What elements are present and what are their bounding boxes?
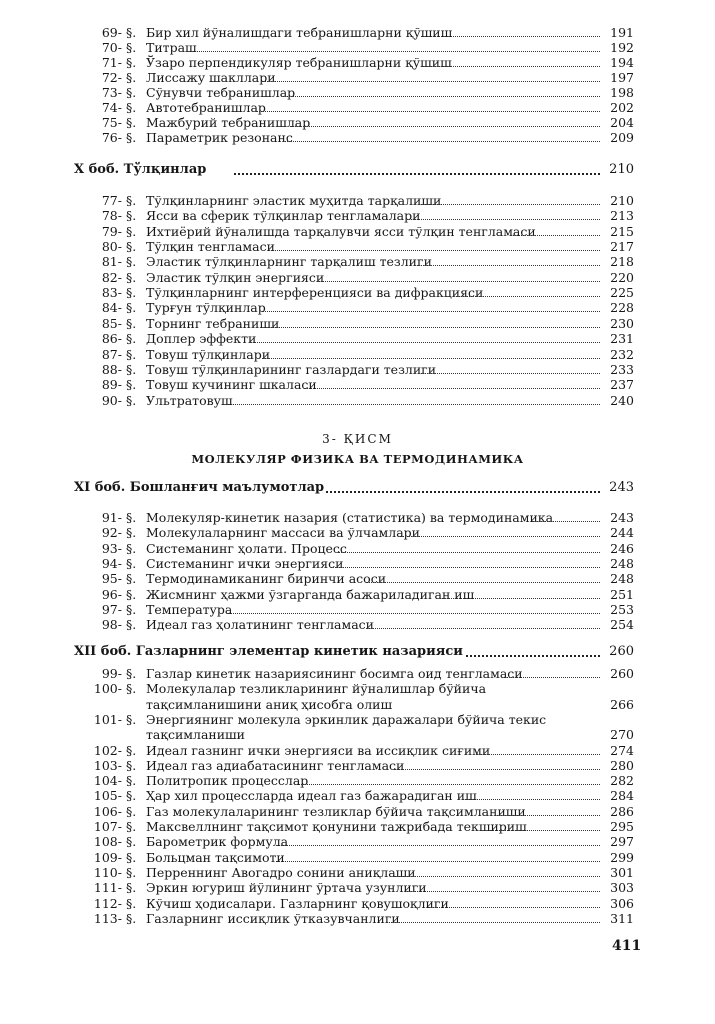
section-sign: §. — [126, 910, 137, 926]
toc-entry — [74, 130, 634, 145]
section-sign: §. — [126, 361, 137, 377]
section-title: Товуш тўлқинларининг газлардаги тезлиги — [146, 361, 437, 377]
toc-entry — [74, 666, 634, 681]
section-page: 306 — [610, 895, 634, 911]
section-page: 233 — [610, 361, 634, 377]
section-sign: §. — [126, 819, 137, 834]
section-number: 112- — [93, 895, 122, 911]
dot-leader — [532, 521, 601, 522]
dot-leader — [476, 754, 600, 755]
section-number: 99- — [101, 666, 122, 681]
toc-entry — [74, 571, 634, 586]
section-sign: §. — [126, 586, 137, 602]
dot-leader — [262, 358, 600, 359]
toc-entry — [74, 510, 634, 525]
section-page: 218 — [610, 254, 634, 270]
section-number: 69- — [101, 25, 122, 40]
section-number: 72- — [101, 70, 122, 85]
section-page: 284 — [610, 788, 634, 804]
section-sign: §. — [126, 757, 137, 773]
section-number: 97- — [101, 601, 122, 617]
toc-entry — [74, 254, 634, 269]
section-number: 81- — [101, 254, 122, 270]
section-title: Сўнувчи тебранишлар — [146, 85, 296, 100]
dot-leader — [283, 141, 600, 142]
section-title: Термодинамиканинг биринчи асоси — [146, 571, 387, 587]
dot-leader — [497, 815, 600, 816]
toc-entry — [74, 300, 634, 315]
section-sign: §. — [126, 803, 137, 819]
section-page: 228 — [610, 300, 634, 316]
section-number: 94- — [101, 555, 122, 571]
toc-entry — [74, 587, 634, 602]
section-page: 191 — [610, 25, 634, 40]
toc-entry — [74, 347, 634, 362]
toc-entry — [74, 804, 634, 819]
section-sign: §. — [126, 742, 137, 758]
section-number: 102- — [93, 742, 122, 758]
section-title: Газларнинг иссиқлик ўтказувчанлиги — [146, 910, 400, 926]
toc-entry — [74, 865, 634, 880]
section-title: Системанинг ички энергияси — [146, 555, 344, 571]
dot-leader — [331, 567, 600, 568]
section-number: 79- — [101, 223, 122, 239]
section-page: 244 — [610, 525, 634, 541]
dot-leader — [276, 861, 600, 862]
section-sign: §. — [126, 285, 137, 301]
section-page: 225 — [610, 285, 634, 301]
dot-leader — [504, 677, 600, 678]
section-number: 110- — [93, 864, 122, 880]
section-number: 101- — [93, 711, 122, 727]
dot-leader — [394, 769, 601, 770]
section-title-continued: тақсимланиши — [146, 727, 246, 743]
section-sign: §. — [126, 571, 137, 587]
section-number: 105- — [93, 788, 122, 804]
dot-leader — [511, 235, 600, 236]
section-page: 192 — [610, 40, 634, 55]
section-number: 108- — [93, 834, 122, 850]
toc-entry — [74, 316, 634, 331]
section-page: 204 — [610, 115, 634, 130]
dot-leader — [193, 51, 600, 52]
section-number: 89- — [101, 377, 122, 393]
section-sign: §. — [126, 711, 137, 727]
section-title: Системанинг ҳолати. Процесс — [146, 540, 347, 556]
section-sign: §. — [126, 254, 137, 270]
toc-entry — [74, 525, 634, 540]
section-sign: §. — [126, 895, 137, 911]
section-sign: §. — [126, 40, 137, 55]
section-number: 96- — [101, 586, 122, 602]
section-number: 70- — [101, 40, 122, 55]
section-title: Бир хил йўналишдаги тебранишларни қўшиш — [146, 25, 453, 40]
toc-entry — [74, 70, 634, 85]
dot-leader — [387, 922, 600, 923]
section-number: 75- — [101, 115, 122, 130]
dot-leader — [466, 655, 600, 657]
dot-leader — [421, 373, 600, 374]
toc-entry — [74, 602, 634, 617]
section-sign: §. — [126, 666, 137, 681]
toc-entry — [74, 896, 634, 911]
section-title: Молекуляр-кинетик назария (статистика) ва термодинамика — [146, 510, 554, 525]
section-page: 254 — [610, 617, 634, 633]
section-sign: §. — [126, 525, 137, 541]
toc-entry — [74, 393, 634, 408]
section-number: 95- — [101, 571, 122, 587]
section-page: 220 — [610, 269, 634, 285]
section-number: 77- — [101, 193, 122, 208]
section-title: Идеал газнинг ички энергияси ва иссиқлик сиғими — [146, 742, 491, 758]
section-page: 280 — [610, 757, 634, 773]
section-title: Молекулалар тезликларининг йўналишлар бўйича — [146, 681, 487, 697]
section-number: 74- — [101, 100, 122, 115]
toc-entry — [74, 193, 634, 208]
section-sign: §. — [126, 208, 137, 224]
dot-leader — [228, 404, 600, 405]
dot-leader — [407, 219, 600, 220]
toc-entry — [74, 224, 634, 239]
dot-leader — [490, 830, 600, 831]
section-page: 295 — [610, 819, 634, 834]
section-page: 248 — [610, 571, 634, 587]
section-sign: §. — [126, 315, 137, 331]
section-sign: §. — [126, 100, 137, 115]
toc-entry — [74, 880, 634, 895]
section-page: 266 — [610, 696, 634, 712]
dot-leader — [269, 327, 600, 328]
section-number: 103- — [93, 757, 122, 773]
chapter-page: 210 — [609, 162, 634, 177]
toc-entry — [74, 758, 634, 773]
section-page: 282 — [610, 773, 634, 789]
section-page: 251 — [610, 586, 634, 602]
section-sign: §. — [126, 849, 137, 865]
dot-leader — [366, 582, 600, 583]
section-number: 85- — [101, 315, 122, 331]
section-title: Ихтиёрий йўналишда тарқалувчи ясси тўлқин тенгламаси — [146, 223, 536, 239]
toc-entry — [74, 850, 634, 865]
section-title: Кўчиш ҳодисалари. Газларнинг қовушоқлиги — [146, 895, 449, 911]
section-title: Автотебранишлар — [146, 100, 266, 115]
section-title: Ўзаро перпендикуляр тебранишларни қўшиш — [146, 55, 452, 70]
section-page: 231 — [610, 331, 634, 347]
section-sign: §. — [126, 300, 137, 316]
toc-entry — [74, 556, 634, 571]
section-page: 299 — [610, 849, 634, 865]
toc-entry — [74, 115, 634, 130]
part-label: 3- ҚИСМ — [322, 432, 393, 446]
section-sign: §. — [126, 25, 137, 40]
section-page: 217 — [610, 239, 634, 255]
section-sign: §. — [126, 880, 137, 896]
toc-entry — [74, 55, 634, 70]
section-number: 76- — [101, 130, 122, 145]
section-sign: §. — [126, 346, 137, 362]
section-page: 194 — [610, 55, 634, 70]
section-sign: §. — [126, 864, 137, 880]
section-number: 84- — [101, 300, 122, 316]
toc-entry — [74, 208, 634, 223]
section-number: 106- — [93, 803, 122, 819]
dot-leader — [338, 552, 600, 553]
section-page: 209 — [610, 130, 634, 145]
section-title: Температура — [146, 601, 233, 617]
section-page: 232 — [610, 346, 634, 362]
toc-entry — [74, 25, 634, 40]
section-page: 210 — [610, 193, 634, 208]
section-sign: §. — [126, 130, 137, 145]
toc-entry — [74, 377, 634, 392]
section-sign: §. — [126, 601, 137, 617]
part-title: МОЛЕКУЛЯР ФИЗИКА ВА ТЕРМОДИНАМИКА — [191, 452, 524, 466]
section-title: Ультратовуш — [146, 392, 233, 408]
section-title: Турғун тўлқинлар — [146, 300, 266, 316]
section-number: 107- — [93, 819, 122, 834]
section-sign: §. — [126, 193, 137, 208]
dot-leader — [297, 784, 600, 785]
section-title: Газлар кинетик назариясининг босимга оид тенгламаси — [146, 666, 523, 681]
section-page: 303 — [610, 880, 634, 896]
section-title: Лиссажу шакллари — [146, 70, 276, 85]
toc-entry — [74, 239, 634, 254]
dot-leader — [394, 876, 601, 877]
section-sign: §. — [126, 55, 137, 70]
section-page: 198 — [610, 85, 634, 100]
section-title: Тўлқинларнинг эластик муҳитда тарқалиши — [146, 193, 442, 208]
toc-entry — [74, 362, 634, 377]
section-number: 90- — [101, 392, 122, 408]
section-page: 237 — [610, 377, 634, 393]
section-title: Максвеллнинг тақсимот қонунини тажрибада текшириш — [146, 819, 527, 834]
section-title: Товуш тўлқинлари — [146, 346, 271, 362]
section-sign: §. — [126, 681, 137, 697]
dot-leader — [400, 536, 600, 537]
section-page: 246 — [610, 540, 634, 556]
section-sign: §. — [126, 510, 137, 525]
section-number: 73- — [101, 85, 122, 100]
dot-leader — [234, 173, 600, 175]
section-title: Тўлқин тенгламаси — [146, 239, 275, 255]
section-sign: §. — [126, 392, 137, 408]
dot-leader — [276, 845, 600, 846]
dot-leader — [407, 891, 600, 892]
section-number: 86- — [101, 331, 122, 347]
section-sign: §. — [126, 834, 137, 850]
section-title: Энергиянинг молекула эркинлик даражалари бўйича текис — [146, 711, 547, 727]
dot-leader — [366, 628, 600, 629]
section-title: Перреннинг Авогадро сонини аниқлаши — [146, 864, 416, 880]
toc-entry — [74, 617, 634, 632]
dot-leader — [326, 491, 600, 493]
dot-leader — [290, 126, 600, 127]
section-page: 240 — [610, 392, 634, 408]
section-number: 80- — [101, 239, 122, 255]
section-title: Больцман тақсимоти — [146, 849, 285, 865]
section-title-continued: тақсимланишини аниқ ҳисобга олиш — [146, 696, 393, 712]
section-sign: §. — [126, 239, 137, 255]
toc-entry — [74, 285, 634, 300]
dot-leader — [414, 265, 600, 266]
section-title: Мажбурий тебранишлар — [146, 115, 311, 130]
toc-entry-continuation — [74, 727, 634, 742]
section-number: 88- — [101, 361, 122, 377]
chapter-heading-x — [74, 162, 634, 178]
toc-entry — [74, 681, 634, 696]
section-sign: §. — [126, 788, 137, 804]
toc-entry — [74, 270, 634, 285]
section-number: 92- — [101, 525, 122, 541]
chapter-label: X боб. Тўлқинлар — [74, 162, 207, 177]
section-sign: §. — [126, 115, 137, 130]
section-page: 213 — [610, 208, 634, 224]
section-title: Ҳар хил процессларда идеал газ бажарадиган иш — [146, 788, 477, 804]
section-title: Идеал газ адиабатасининг тенгламаси — [146, 757, 405, 773]
chapter-heading-xi — [74, 480, 634, 496]
section-title: Эластик тўлқин энергияси — [146, 269, 325, 285]
section-page: 230 — [610, 315, 634, 331]
section-number: 71- — [101, 55, 122, 70]
section-title: Эркин югуриш йўлининг ўртача узунлиги — [146, 880, 427, 896]
toc-entry-continuation — [74, 697, 634, 712]
section-page: 202 — [610, 100, 634, 115]
chapter-label: XII боб. Газларнинг элементар кинетик назарияси — [74, 644, 463, 659]
section-title: Идеал газ ҳолатининг тенгламаси — [146, 617, 374, 633]
chapter-page: 243 — [609, 480, 634, 495]
section-title: Эластик тўлқинларнинг тарқалиш тезлиги — [146, 254, 432, 270]
toc-entry — [74, 834, 634, 849]
toc-entry — [74, 819, 634, 834]
toc-entry — [74, 331, 634, 346]
dot-leader — [269, 250, 600, 251]
dot-leader — [262, 81, 600, 82]
dot-leader — [463, 799, 601, 800]
section-title: Тўлқинларнинг интерференцияси ва дифракцияси — [146, 285, 484, 301]
chapter-heading-xii — [74, 644, 634, 660]
section-page: 248 — [610, 555, 634, 571]
section-page: 197 — [610, 70, 634, 85]
dot-leader — [262, 311, 600, 312]
dot-leader — [256, 111, 601, 112]
toc-entry — [74, 712, 634, 727]
section-number: 91- — [101, 510, 122, 525]
dot-leader — [421, 66, 600, 67]
section-title: Параметрик резонанс — [146, 130, 293, 145]
dot-leader — [421, 36, 600, 37]
dot-leader — [456, 296, 600, 297]
section-title: Торнинг тебраниши — [146, 315, 280, 331]
section-title: Газ молекулаларининг тезликлар бўйича тақсимланиши — [146, 803, 526, 819]
section-sign: §. — [126, 773, 137, 789]
section-page: 270 — [610, 727, 634, 743]
section-sign: §. — [126, 85, 137, 100]
section-number: 98- — [101, 617, 122, 633]
section-number: 100- — [93, 681, 122, 697]
dot-leader — [428, 907, 600, 908]
dot-leader — [318, 281, 600, 282]
section-title: Товуш кучининг шкаласи — [146, 377, 317, 393]
section-number: 111- — [93, 880, 122, 896]
section-title: Титраш — [146, 40, 197, 55]
dot-leader — [442, 598, 600, 599]
section-page: 297 — [610, 834, 634, 850]
chapter-page: 260 — [609, 644, 634, 659]
section-title: Доплер эффекти — [146, 331, 257, 347]
toc-entry — [74, 541, 634, 556]
section-title: Политропик процесслар — [146, 773, 309, 789]
dot-leader — [249, 342, 600, 343]
section-number: 82- — [101, 269, 122, 285]
section-number: 93- — [101, 540, 122, 556]
toc-entry — [74, 85, 634, 100]
section-sign: §. — [126, 269, 137, 285]
section-sign: §. — [126, 540, 137, 556]
dot-leader — [421, 204, 600, 205]
section-page: 274 — [610, 742, 634, 758]
section-number: 83- — [101, 285, 122, 301]
toc-entry — [74, 788, 634, 803]
toc-entry — [74, 40, 634, 55]
section-sign: §. — [126, 377, 137, 393]
section-page: 260 — [610, 666, 634, 681]
section-title: Барометрик формула — [146, 834, 289, 850]
section-page: 215 — [610, 223, 634, 239]
section-title: Жисмнинг ҳажми ўзгарганда бажариладиган иш — [146, 586, 475, 602]
section-number: 104- — [93, 773, 122, 789]
section-title: Ясси ва сферик тўлқинлар тенгламалари — [146, 208, 421, 224]
section-title: Молекулаларнинг массаси ва ўлчамлари — [146, 525, 420, 541]
section-page: 311 — [610, 910, 634, 926]
section-sign: §. — [126, 555, 137, 571]
section-page: 301 — [610, 864, 634, 880]
page-number: 411 — [612, 938, 642, 954]
section-page: 253 — [610, 601, 634, 617]
chapter-label: XI боб. Бошланғич маълумотлар — [74, 480, 325, 495]
section-number: 113- — [93, 910, 122, 926]
section-page: 243 — [610, 510, 634, 525]
toc-entry — [74, 100, 634, 115]
section-number: 78- — [101, 208, 122, 224]
section-page: 286 — [610, 803, 634, 819]
dot-leader — [304, 388, 600, 389]
toc-entry — [74, 911, 634, 926]
section-sign: §. — [126, 223, 137, 239]
section-sign: §. — [126, 331, 137, 347]
section-number: 109- — [93, 849, 122, 865]
toc-entry — [74, 773, 634, 788]
toc-entry — [74, 743, 634, 758]
dot-leader — [228, 613, 600, 614]
section-sign: §. — [126, 617, 137, 633]
section-number: 87- — [101, 346, 122, 362]
section-sign: §. — [126, 70, 137, 85]
dot-leader — [283, 96, 600, 97]
